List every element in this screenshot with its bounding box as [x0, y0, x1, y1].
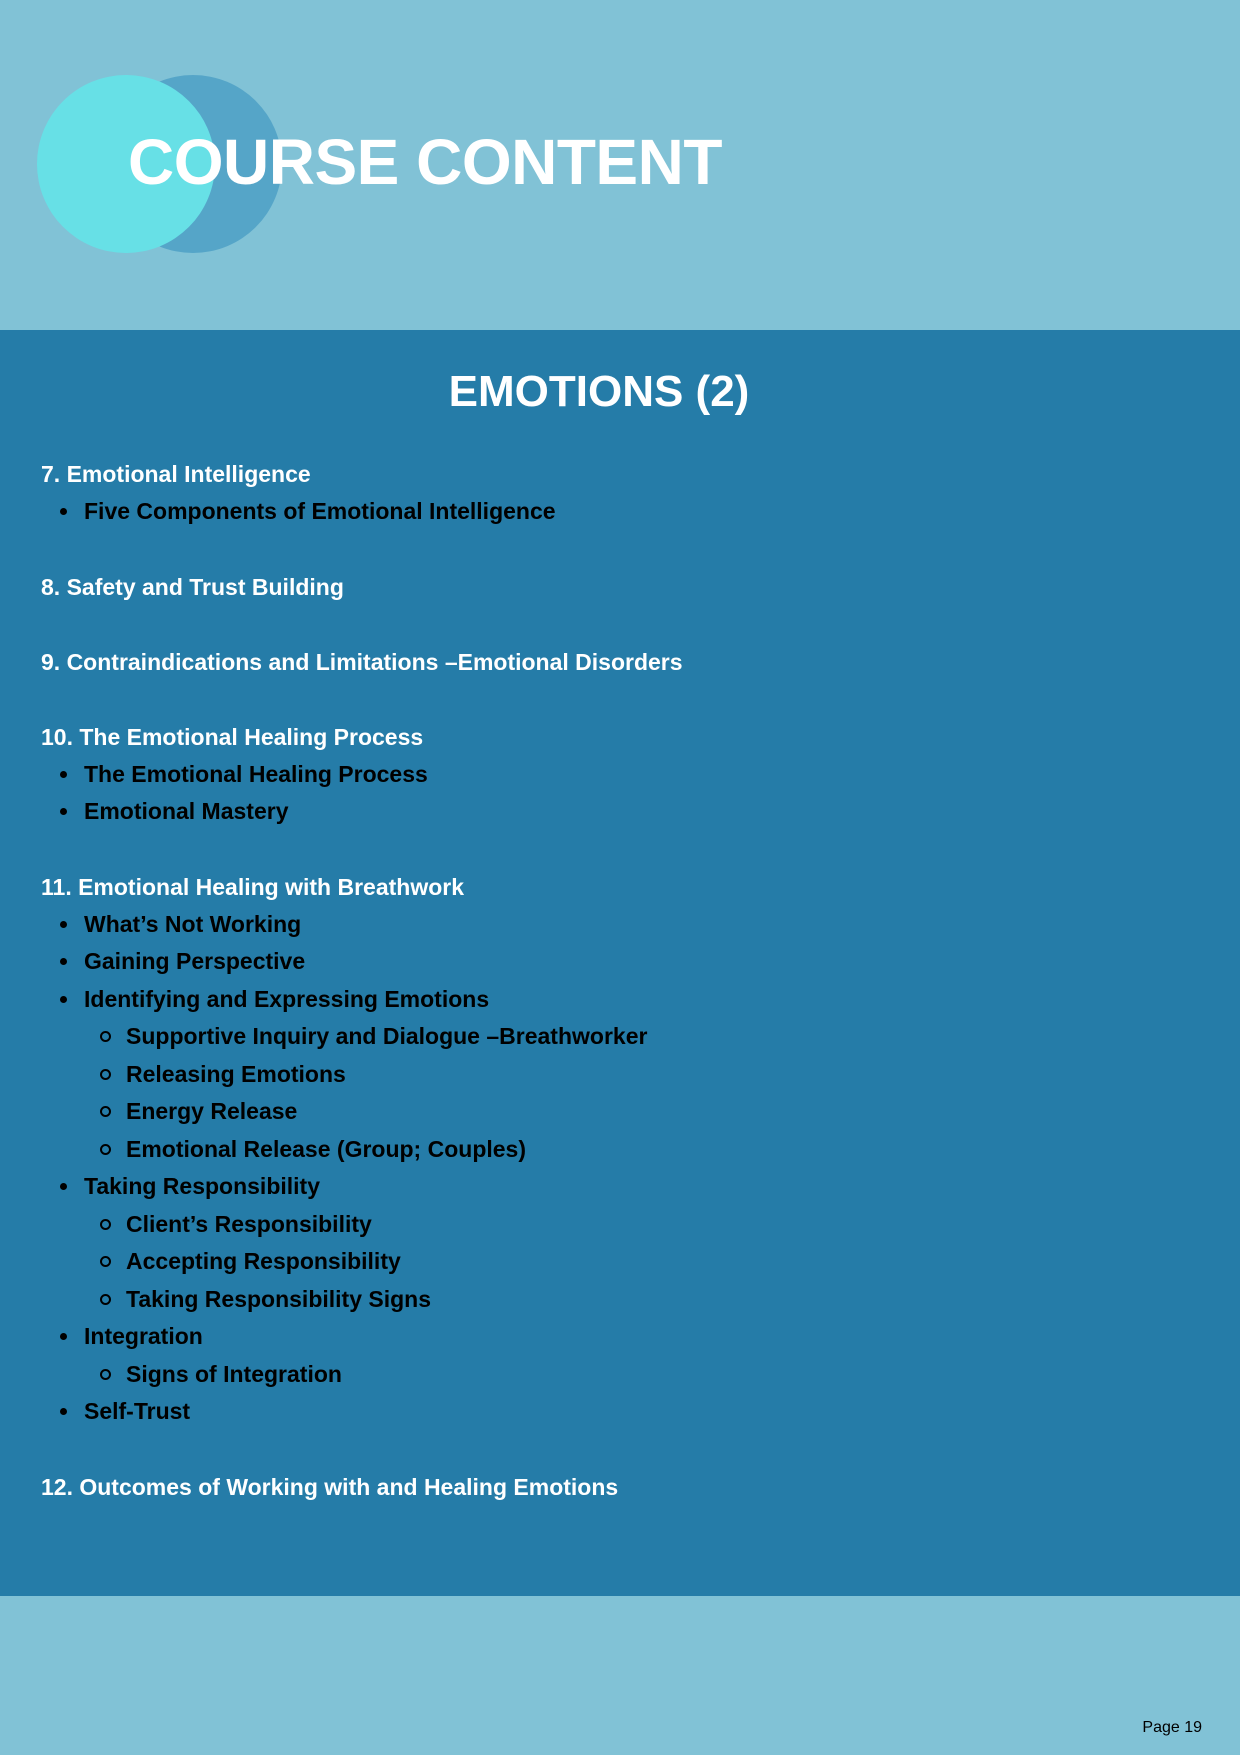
page-header	[0, 0, 1240, 330]
topic-label: Integration	[84, 1318, 1191, 1356]
subtopic-label: Accepting Responsibility	[126, 1243, 1191, 1281]
list-item	[126, 1018, 1191, 1056]
topic-label: Identifying and Expressing Emotions	[84, 981, 1191, 1019]
topic-list	[41, 756, 1191, 831]
subtopic-label: Energy Release	[126, 1093, 1191, 1131]
list-item	[84, 493, 1191, 531]
subtopic-list	[84, 1206, 1191, 1319]
list-item	[84, 756, 1191, 794]
subtopic-label: Releasing Emotions	[126, 1056, 1191, 1094]
list-item	[84, 1168, 1191, 1318]
module-title: 11. Emotional Healing with Breathwork	[41, 873, 465, 900]
module-title: 10. The Emotional Healing Process	[41, 723, 424, 750]
topic-list	[41, 906, 1191, 1431]
topic-label: Five Components of Emotional Intelligence	[84, 493, 1191, 531]
module-title: 9. Contraindications and Limitations –Emotional Disorders	[41, 648, 683, 675]
list-item	[126, 1281, 1191, 1319]
topic-label: Gaining Perspective	[84, 943, 1191, 981]
subtopic-label: Supportive Inquiry and Dialogue –Breathworker	[126, 1018, 1191, 1056]
list-item	[84, 981, 1191, 1169]
module-block	[41, 718, 1191, 831]
page-title: COURSE CONTENT	[128, 126, 722, 198]
topic-label: The Emotional Healing Process	[84, 756, 1191, 794]
content-panel	[0, 330, 1240, 1596]
list-item	[84, 906, 1191, 944]
topic-label: Emotional Mastery	[84, 793, 1191, 831]
module-block	[41, 868, 1191, 1431]
topic-label: Taking Responsibility	[84, 1168, 1191, 1206]
topic-list	[41, 493, 1191, 531]
module-title: 12. Outcomes of Working with and Healing Emotions	[41, 1473, 619, 1500]
subtopic-list	[84, 1356, 1191, 1394]
list-item	[84, 1393, 1191, 1431]
section-title: EMOTIONS (2)	[448, 367, 750, 416]
page-footer	[0, 1596, 1240, 1755]
module-block	[41, 643, 1191, 681]
subtopic-list	[84, 1018, 1191, 1168]
subtopic-label: Taking Responsibility Signs	[126, 1281, 1191, 1319]
list-item	[126, 1056, 1191, 1094]
list-item	[84, 1318, 1191, 1393]
subtopic-label: Emotional Release (Group; Couples)	[126, 1131, 1191, 1169]
module-list	[41, 455, 1191, 1543]
topic-label: What’s Not Working	[84, 906, 1191, 944]
module-block	[41, 455, 1191, 531]
page-number: Page 19	[1142, 1719, 1202, 1736]
module-block	[41, 568, 1191, 606]
topic-label: Self-Trust	[84, 1393, 1191, 1431]
list-item	[126, 1243, 1191, 1281]
module-title: 7. Emotional Intelligence	[41, 461, 311, 487]
list-item	[126, 1356, 1191, 1394]
module-title: 8. Safety and Trust Building	[41, 573, 344, 600]
module-block	[41, 1468, 1191, 1506]
list-item	[126, 1131, 1191, 1169]
list-item	[126, 1206, 1191, 1244]
list-item	[84, 793, 1191, 831]
subtopic-label: Client’s Responsibility	[126, 1206, 1191, 1244]
subtopic-label: Signs of Integration	[126, 1356, 1191, 1394]
list-item	[84, 943, 1191, 981]
list-item	[126, 1093, 1191, 1131]
